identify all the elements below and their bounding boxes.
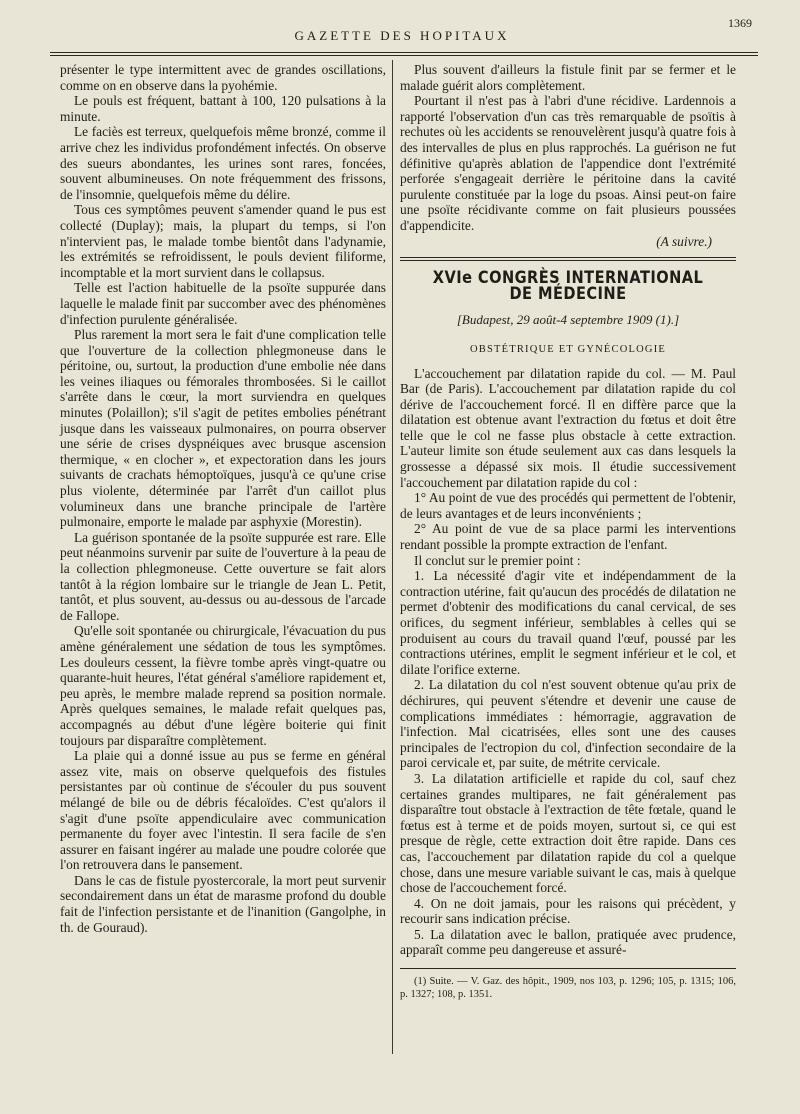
- footnote: (1) Suite. — V. Gaz. des hôpit., 1909, nos 103, p. 1296; 105, p. 1315; 106, p. 1327; 108, p. 1351.: [400, 968, 736, 1001]
- paragraph: La guérison spontanée de la psoïte suppurée est rare. Elle peut néanmoins survenir par suite de l'ouverture à la peau de la collection phlegmoneuse. Cette ouverture se fait alors tantôt à la région lombaire sur le triangle de Jean L. Petit, tantôt, et plus souvent, au-dessus ou au-dessous de l'arcade de Fallope.: [60, 529, 386, 623]
- section-heading: OBSTÉTRIQUE ET GYNÉCOLOGIE: [469, 343, 667, 355]
- to-be-continued: (A suivre.): [656, 233, 712, 249]
- paragraph: présenter le type intermittent avec de grandes oscillations, comme on en observe dans la pyohémie.: [60, 62, 386, 93]
- paragraph: 3. La dilatation artificielle et rapide du col, sauf chez certaines grandes multipares, ne fait généralement pas disparaître tout obstacle à l'extraction de tête fœtale, quand le fœtus est à terme et de poids moyen, surtout si, ce qui est presque de règle, cette extraction doit être rapide. Dans ces cas, l'accouchement par dilatation rapide du col a quelque chose, dans une mesure variable suivant le cas, mais à quelque chose de l'accouchement forcé.: [400, 770, 736, 896]
- paragraph: Le faciès est terreux, quelquefois même bronzé, comme il arrive chez les individus profondément infectés. On observe des sueurs abondantes, les urines sont rares, foncées, souvent albumineuses. On note fréquemment des frissons, de l'insomnie, quelquefois même du délire.: [60, 124, 386, 202]
- section-rule: [400, 257, 736, 261]
- column-divider: [392, 60, 393, 1054]
- header-rule: [50, 52, 758, 56]
- congress-place: [Budapest, 29 août-4 septembre 1909 (1).]: [456, 312, 680, 328]
- paragraph: 2° Au point de vue de sa place parmi les interventions rendant possible la prompte extraction de l'enfant.: [400, 521, 736, 553]
- page-number: 1369: [728, 16, 752, 30]
- paragraph: 1. La nécessité d'agir vite et indépendamment de la contraction utérine, fait qu'aucun des procédés de dilatation ne permet d'obtenir des modifications du canal cervical, de ses orifices, du segment inférieur, semblables à celles qui se produisent au cours du travail quand l'œuf, poussé par les contractions utérines, emplit le segment inférieur et le col, et dilate l'orifice externe.: [400, 568, 736, 677]
- paragraph: 2. La dilatation du col n'est souvent obtenue qu'au prix de déchirures, qui peuvent s'étendre et devenir une cause de complications immédiates : hémorragie, aggravation de l'infection. Mal cicatrisées, elles sont une des causes principales de l'ectropion du col, d'infection secondaire de la paroi cervicale et, par suite, de métrite cervicale.: [400, 677, 736, 771]
- paragraph: Telle est l'action habituelle de la psoïte suppurée dans laquelle le malade finit par succomber avec des phénomènes d'infection purulente généralisée.: [60, 280, 386, 327]
- paragraph: Tous ces symptômes peuvent s'amender quand le pus est collecté (Duplay); mais, la plupart du temps, si l'on n'intervient pas, le malade tombe bientôt dans l'adynamie, les extrémités se refroidissent, le pouls devient filiforme, incomptable et la mort survient dans le collapsus.: [60, 202, 386, 280]
- paragraph: L'accouchement par dilatation rapide du col. — M. Paul Bar (de Paris). L'accouchement par dilatation rapide du col dérive de l'accouchement forcé. Il en diffère parce que la dilatation est obtenue avant l'extraction du fœtus et doit être telle que le col ne fasse plus obstacle à cette extraction. L'auteur limite son étude seulement aux cas dans lesquels la grossesse a dépassé six mois. Il étudie successivement l'accouchement par dilatation rapide du col :: [400, 365, 736, 490]
- journal-title: GAZETTE DES HOPITAUX: [294, 28, 510, 43]
- paragraph: Plus rarement la mort sera le fait d'une complication telle que l'ouverture de la collection phlegmoneuse dans le péritoine, ou, surtout, la production d'une embolie née dans les veines iliaques ou fémorales thrombosées. Si le caillot s'arrête dans le cœur, la mort surviendra en quelques minutes (Polaillon); s'il s'agit de petites embolies pénétrant jusque dans les vaisseaux pulmonaires, on pourra observer une série de crises dyspnéiques avec brusque ascension thermique, « en clocher », et expectoration dans les jours suivants de crachats hémoptoïques, jusqu'à ce qu'une crise plus violente, déterminée par l'arrêt d'un caillot plus volumineux dans une branche principale de l'artère pulmonaire, emporte le malade par asphyxie (Morestin).: [60, 327, 386, 530]
- paragraph: Plus souvent d'ailleurs la fistule finit par se fermer et le malade guérit alors complètement.: [400, 62, 736, 93]
- paragraph: La plaie qui a donné issue au pus se ferme en général assez vite, mais on observe quelquefois des fistules persistantes par où continue de s'écouler du pus souvent mélangé de bile ou de débris fécaloïdes. C'est qu'alors il s'agit d'une psoïte appendiculaire avec communication permanente du foyer avec l'intestin. Il sera facile de s'en assurer en faisant ingérer au malade une poudre colorée que l'on retrouvera dans le pansement.: [60, 748, 386, 873]
- congress-title: XVIe CONGRÈS INTERNATIONAL DE MÉDECINE: [432, 268, 704, 304]
- right-column: [400, 62, 736, 1001]
- left-column: [60, 62, 386, 935]
- paragraph: Le pouls est fréquent, battant à 100, 120 pulsations à la minute.: [60, 93, 386, 124]
- paragraph: Qu'elle soit spontanée ou chirurgicale, l'évacuation du pus amène généralement une sédation de tous les symptômes. Les douleurs cessent, la fièvre tombe après vingt-quatre ou quarante-huit heures, l'état général s'améliore rapidement et, peu après, le membre malade reprend sa position normale. Après quelques semaines, le malade refait quelques pas, accompagnés au début d'une légère boiterie qui finit toujours par disparaître complètement.: [60, 623, 386, 748]
- paragraph: 4. On ne doit jamais, pour les raisons qui précèdent, y recourir sans indication précise.: [400, 895, 736, 927]
- page-header: [50, 16, 754, 46]
- paragraph: Il conclut sur le premier point :: [414, 552, 581, 568]
- paragraph: Pourtant il n'est pas à l'abri d'une récidive. Lardennois a rapporté l'observation d'un cas très remarquable de psoïtis à rechutes où les accidents se renouvelèrent jusqu'à quatre fois à des intervalles de plus en plus rapprochés. La guérison ne fut définitive qu'après ablation de l'appendice dont l'extrémité perforée s'engageait derrière le péritoine dans la cavité purulente constituée par la loge du psoas. Ainsi peut-on faire une psoïte récidivante comme on fait plusieurs poussées d'appendicite.: [400, 93, 736, 233]
- paragraph: 1° Au point de vue des procédés qui permettent de l'obtenir, de leurs avantages et de leurs inconvénients ;: [400, 490, 736, 521]
- paragraph: Dans le cas de fistule pyostercorale, la mort peut survenir secondairement dans un état de marasme profond du double fait de l'infection persistante et de l'inanition (Gangolphe, in th. de Gouraud).: [60, 872, 386, 935]
- paragraph: 5. La dilatation avec le ballon, pratiquée avec prudence, apparaît comme peu dangereuse et assuré-: [400, 926, 736, 958]
